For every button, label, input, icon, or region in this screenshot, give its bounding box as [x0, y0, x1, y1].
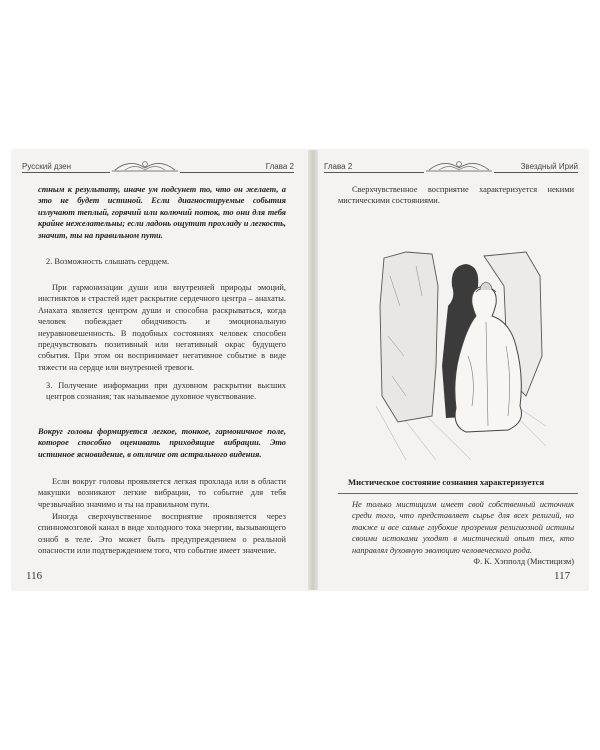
book-spread [12, 150, 588, 590]
left-header-chapter: Глава 2 [265, 162, 294, 171]
meditation-illustration [376, 246, 546, 460]
right-header-title: Звездный Ирий [520, 162, 578, 171]
left-page-header [22, 158, 294, 180]
quote-attribution: Ф. К. Хэпполд (Мистицизм) [473, 557, 574, 566]
left-page [12, 150, 308, 590]
right-header-chapter: Глава 2 [324, 162, 353, 171]
paragraph: стным к результату, иначе ум подсунет то, что он желает, а это не будет истиной. Если диагностируемые события излучают теплый, горячий или колючий поток, то они для тебя крайне нежелательны; если ладонь ощутит прохладу и легкость, значит, ты на правильном пути. [38, 185, 286, 240]
paragraph: Иногда сверхчувственное восприятие проявляется через спинномозговой канал в виде холодного тока энергии, вызывающего озноб в теле. Это может быть предупреждением о реальной опасности или подтверждением того, что событие имеет значение. [38, 512, 286, 556]
page-number: 117 [554, 570, 571, 582]
ornament-icon [424, 156, 494, 176]
paragraph: Если вокруг головы проявляется легкая прохлада или в области макушки возникают легкие вибрации, то событие для тебя чрезвычайно значимо и ты на правильном пути. [38, 477, 286, 509]
ornament-icon [110, 156, 180, 176]
paragraph: Сверхчувственное восприятие характеризуется некими мистическими состояниями. [338, 185, 574, 206]
page-number: 116 [26, 570, 43, 582]
book-gutter [308, 150, 318, 590]
list-item: 3. Получение информации при духовном раскрытии высших центров сознания; так называемое духовное чувствование. [46, 381, 286, 402]
right-page-header [324, 158, 578, 180]
illustration-caption: Мистическое состояние сознания характеризуется [348, 477, 545, 487]
left-header-title: Русский дзен [22, 162, 72, 171]
list-item: 2. Возможность слышать сердцем. [46, 257, 170, 266]
paragraph: Вокруг головы формируется легкое, тонкое, гармоничное поле, которое способно оценивать приходящие вибрации. Это истинное ясновидение, в отличие от астрального видения. [38, 427, 286, 459]
paragraph: При гармонизации души или внутренней природы эмоций, инстинктов и страстей идет раскрытие сердечного центра – анахаты. Анахата является центром души и способна раскрываться, когда человек побеждает обидчивость и эмоциональную неуравновешенность. В подобных состояниях человек способен предчувствовать позитивный или негативный окрас будущего события. При этом он воспринимает негативное событие в виде тяжести на сердце или внутренней тревоги. [38, 283, 286, 372]
right-page [318, 150, 588, 590]
quote-text: Не только мистицизм имеет свой собственный источник среди того, что представляет сырье для всех религий, но также и все самые глубокие прозрения религиозной истины своими истоками уходят в мистический опыт тех, кто направлял духовную эволюцию человеческого рода. [352, 500, 574, 555]
quote-divider [338, 493, 578, 494]
